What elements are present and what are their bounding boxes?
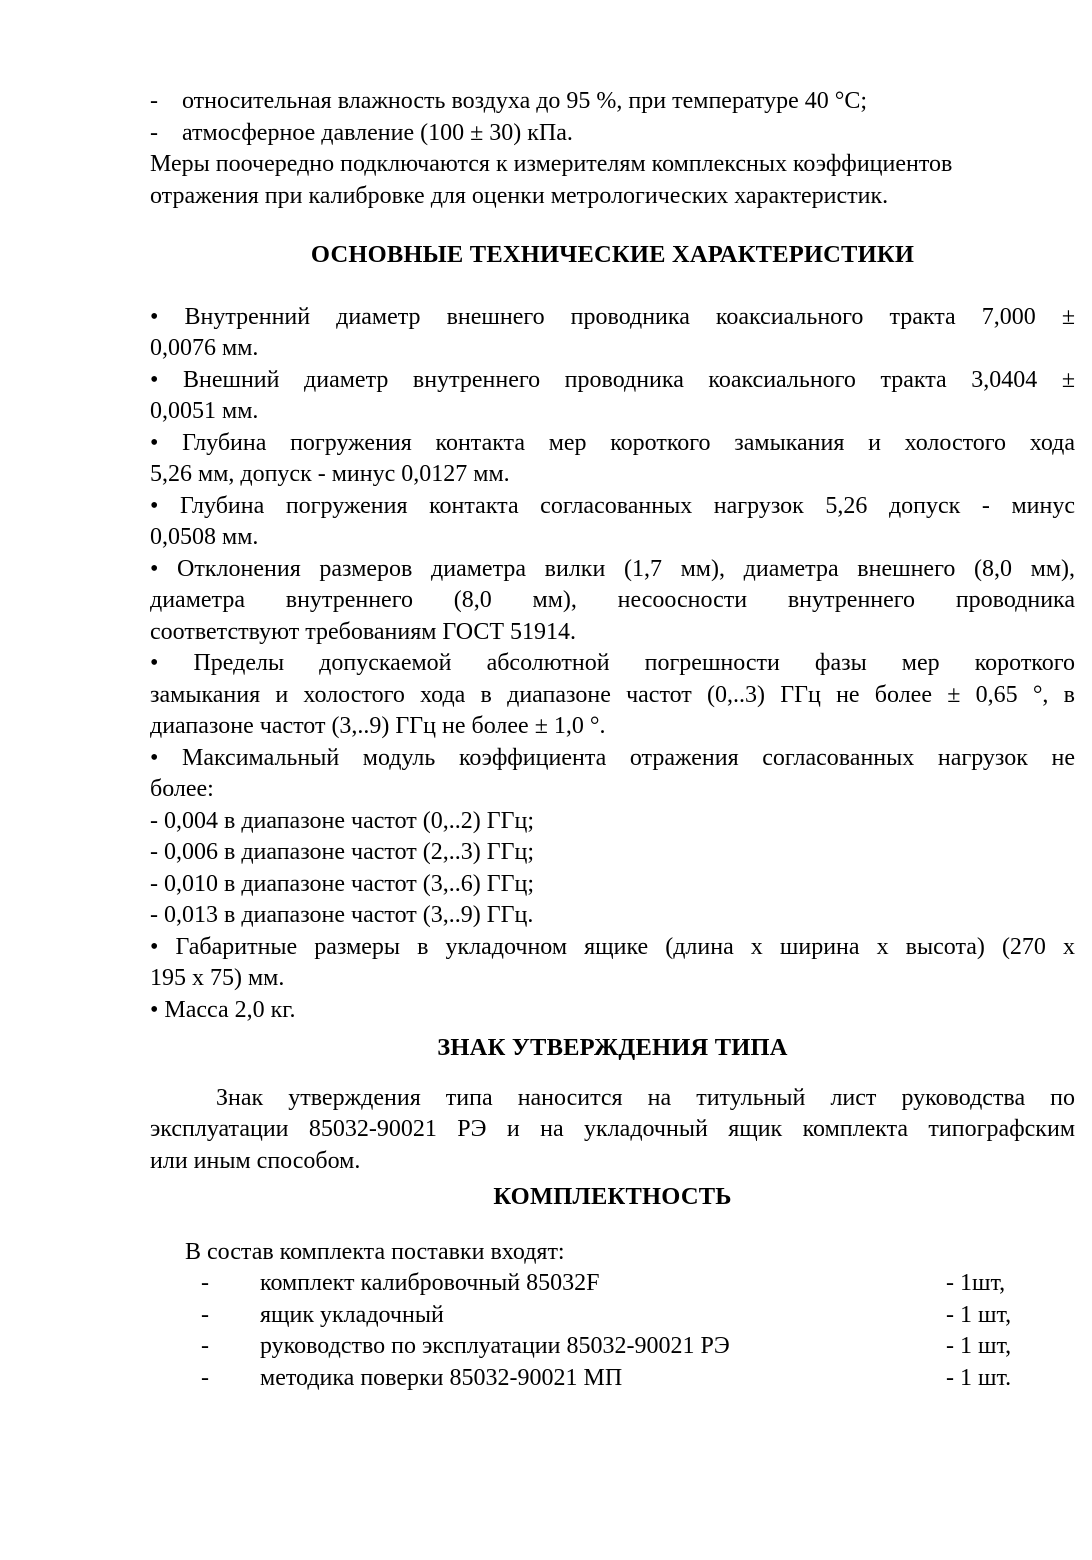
spec-line: • Отклонения размеров диаметра вилки (1,7 мм), диаметра внешнего (8,0 мм), (150, 555, 1075, 582)
intro-paragraph-line: Меры поочередно подключаются к измерителям комплексных коэффициентов (150, 151, 953, 177)
spec-item (150, 365, 1075, 428)
spec-item (150, 648, 1075, 743)
document-page (150, 86, 1075, 1394)
spec-item (150, 743, 1075, 806)
list-dash: - (150, 119, 158, 146)
condition-humidity (150, 86, 1075, 118)
kit-item (185, 1268, 1075, 1300)
approval-line: эксплуатации 85032-90021 РЭ и на укладочный ящик комплекта типографским (150, 1116, 1075, 1142)
kit-item (185, 1331, 1075, 1363)
spec-line: • Пределы допускаемой абсолютной погрешности фазы мер короткого (150, 650, 1075, 676)
kit-item-name: комплект калибровочный 85032F (260, 1270, 600, 1296)
spec-line: • Внешний диаметр внутреннего проводника коаксиального тракта 3,0404 ± (150, 366, 1075, 393)
approval-heading: ЗНАК УТВЕРЖДЕНИЯ ТИПА (437, 1034, 788, 1061)
list-dash: - (201, 1270, 209, 1296)
reflection-limit: - 0,004 в диапазоне частот (0,..2) ГГц; (150, 807, 535, 834)
spec-line: • Глубина погружения контакта согласованных нагрузок 5,26 допуск - минус (150, 492, 1075, 519)
dimensions-line: • Габаритные размеры в укладочном ящике (длина х ширина х высота) (270 х (150, 933, 1075, 960)
spec-line: • Внутренний диаметр внешнего проводника коаксиального тракта 7,000 ± (150, 303, 1075, 330)
spec-line: 0,0051 мм. (150, 398, 259, 424)
mass-line: • Масса 2,0 кг. (150, 996, 296, 1023)
approval-line: Знак утверждения типа наносится на титульный лист руководства по (216, 1084, 1075, 1111)
spec-line: 0,0076 мм. (150, 335, 259, 361)
list-dash: - (201, 1301, 209, 1328)
condition-text: относительная влажность воздуха до 95 %, при температуре 40 °С; (182, 88, 868, 114)
spec-item (150, 491, 1075, 554)
spec-line: диапазоне частот (3,..9) ГГц не более ± 1,0 °. (150, 713, 606, 739)
spec-line: соответствуют требованиям ГОСТ 51914. (150, 618, 576, 645)
list-dash: - (150, 88, 158, 114)
reflection-limit: - 0,010 в диапазоне частот (3,..6) ГГц; (150, 870, 535, 897)
kit-item-name: руководство по эксплуатации 85032-90021 РЭ (260, 1333, 730, 1359)
kit-list (185, 1268, 1075, 1394)
spec-item (150, 428, 1075, 491)
reflection-limit: - 0,006 в диапазоне частот (2,..3) ГГц; (150, 839, 535, 865)
intro-paragraph-line: отражения при калибровке для оценки метрологических характеристик. (150, 182, 889, 209)
approval-line: или иным способом. (150, 1147, 361, 1174)
kit-item-name: ящик укладочный (260, 1301, 444, 1328)
specs-heading: ОСНОВНЫЕ ТЕХНИЧЕСКИЕ ХАРАКТЕРИСТИКИ (310, 241, 915, 268)
kit-heading: КОМПЛЕКТНОСТЬ (493, 1183, 732, 1210)
spec-item (150, 554, 1075, 649)
dimensions-line: 195 х 75) мм. (150, 965, 285, 991)
list-dash: - (201, 1364, 209, 1391)
kit-item-qty: - 1шт, (946, 1270, 1006, 1296)
kit-item-qty: - 1 шт, (946, 1333, 1012, 1359)
spec-line: диаметра внутреннего (8,0 мм), несоосности внутреннего проводника (150, 587, 1075, 613)
list-dash: - (201, 1333, 209, 1359)
reflection-limit: - 0,013 в диапазоне частот (3,..9) ГГц. (150, 902, 534, 928)
spec-line: • Максимальный модуль коэффициента отражения согласованных нагрузок не (150, 744, 1075, 771)
kit-item-qty: - 1 шт. (946, 1364, 1012, 1391)
spec-item (150, 302, 1075, 365)
condition-pressure (150, 118, 1075, 150)
condition-text: атмосферное давление (100 ± 30) кПа. (182, 119, 573, 146)
spec-line: • Глубина погружения контакта мер короткого замыкания и холостого хода (150, 429, 1075, 456)
kit-item (185, 1363, 1075, 1395)
spec-line: замыкания и холостого хода в диапазоне частот (0,..3) ГГц не более ± 0,65 °, в (150, 681, 1075, 708)
kit-item (185, 1300, 1075, 1332)
spec-line: 0,0508 мм. (150, 524, 259, 550)
spec-line: более: (150, 776, 214, 802)
kit-intro: В состав комплекта поставки входят: (185, 1238, 565, 1265)
kit-item-name: методика поверки 85032-90021 МП (260, 1364, 623, 1391)
spec-line: 5,26 мм, допуск - минус 0,0127 мм. (150, 461, 510, 487)
kit-item-qty: - 1 шт, (946, 1301, 1012, 1328)
